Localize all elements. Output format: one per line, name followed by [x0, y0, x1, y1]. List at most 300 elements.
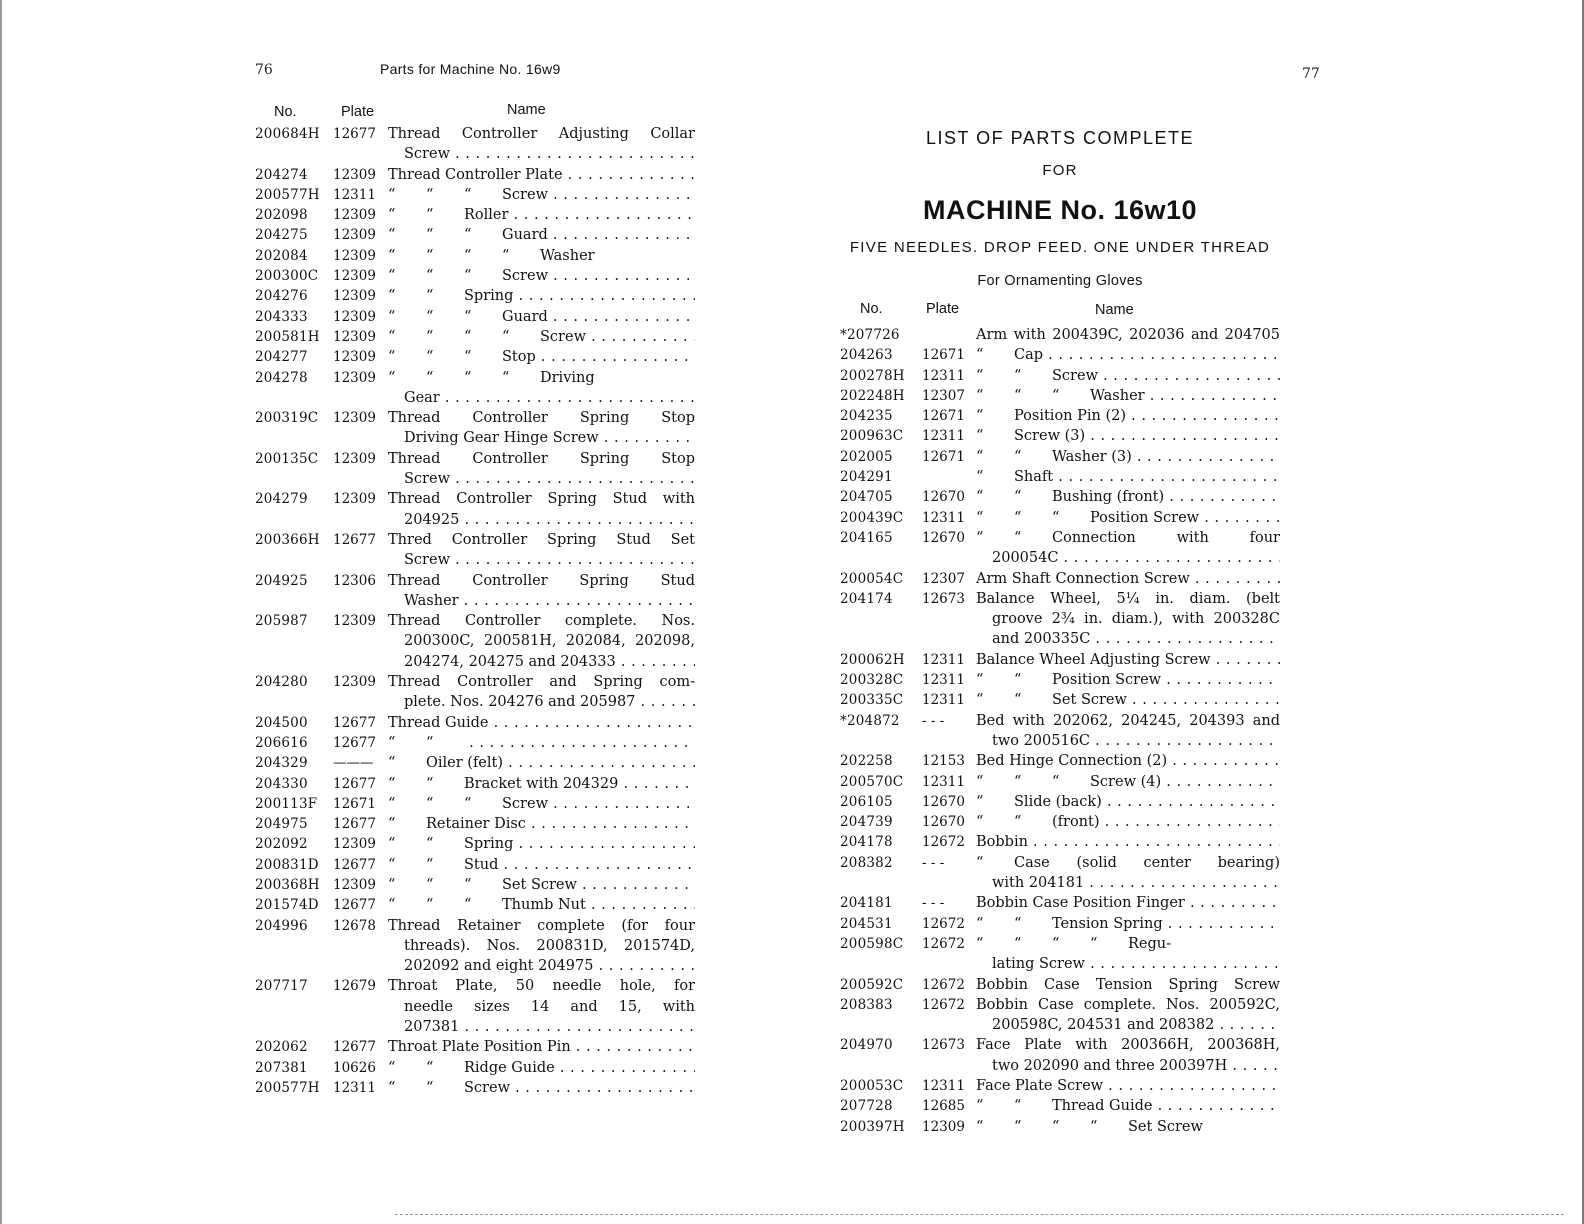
part-number: 204174: [840, 590, 893, 607]
plate-number: 12309: [333, 369, 376, 386]
ditto-mark: “: [464, 876, 472, 893]
ditto-mark: “: [1014, 489, 1022, 506]
ditto-mark: “: [1014, 935, 1022, 952]
part-row: [255, 205, 695, 225]
part-number: 204739: [840, 814, 893, 831]
part-name-line: [388, 266, 695, 286]
part-name-text: Washer: [540, 247, 595, 264]
part-name: [388, 611, 695, 672]
part-row: [840, 711, 1280, 752]
part-row: [840, 406, 1280, 426]
parts-table: [840, 325, 1280, 1137]
part-name-line: [976, 406, 1280, 426]
plate-number: 12672: [922, 976, 965, 993]
part-name-line: [388, 631, 695, 651]
plate-number: 12677: [333, 775, 376, 792]
part-name-line: [976, 548, 1280, 568]
plate-number: 12671: [333, 795, 376, 812]
part-number: 204280: [255, 674, 308, 691]
part-name-text: Case (solid center bearing): [1014, 854, 1280, 871]
part-name: [388, 266, 695, 286]
ditto-mark: “: [976, 367, 984, 384]
part-name-line: [388, 976, 695, 996]
plate-number: 12670: [922, 814, 965, 831]
ditto-mark: “: [426, 288, 434, 305]
part-name-text: Screw . . .: [404, 146, 695, 162]
part-name-text: Screw . . .: [502, 187, 695, 203]
part-number: 202084: [255, 247, 308, 264]
part-number: 204178: [840, 834, 893, 851]
part-number: 200570C: [840, 773, 904, 790]
part-name: [976, 893, 1280, 913]
part-name-text: Arm with 200439C, 202036 and 204705: [976, 327, 1280, 343]
part-name-text: Stud . . .: [464, 857, 695, 873]
ditto-mark: “: [976, 793, 984, 810]
part-row: [840, 508, 1280, 528]
part-number: *204872: [840, 712, 900, 729]
part-name: [976, 711, 1280, 752]
part-name-text: Washer (3) . . .: [1052, 449, 1280, 465]
title-line-2: FOR: [1042, 162, 1078, 179]
part-row: [840, 751, 1280, 771]
ditto-mark: “: [388, 836, 396, 853]
part-name-text: Thread Controller Spring Stop: [388, 450, 695, 467]
part-name: [976, 406, 1280, 426]
part-name-text: Bobbin Case Position Finger . . .: [976, 895, 1280, 911]
ditto-mark: “: [1014, 692, 1022, 709]
part-row: [255, 124, 695, 165]
part-row: [255, 347, 695, 367]
plate-number: 12685: [922, 1098, 965, 1115]
ditto-mark: “: [388, 897, 396, 914]
part-name-line: [976, 629, 1280, 649]
part-name-line: [388, 327, 695, 347]
plate-number: 12670: [922, 489, 965, 506]
part-name-text: Position Screw . . .: [1090, 510, 1280, 526]
part-row: [840, 670, 1280, 690]
part-name-text: Thumb Nut . . .: [502, 897, 695, 913]
part-row: [840, 366, 1280, 386]
part-number: 204531: [840, 915, 893, 932]
part-name-text: plete. Nos. 204276 and 205987 . . .: [404, 694, 695, 710]
part-name: [388, 307, 695, 327]
part-name-text: 207381 . . .: [404, 1019, 695, 1035]
ditto-mark: “: [1014, 367, 1022, 384]
part-name-line: [976, 1076, 1280, 1096]
part-row: [255, 571, 695, 612]
part-name: [388, 895, 695, 915]
part-row: [255, 895, 695, 915]
plate-number: 12673: [922, 590, 965, 607]
part-name-text: Thread Retainer complete (for four: [388, 917, 695, 934]
part-name-text: Thread Guide . . .: [388, 715, 695, 731]
part-name-line: [976, 426, 1280, 446]
column-header-name: Name: [507, 102, 546, 118]
part-name-text: Bobbin . . .: [976, 834, 1280, 850]
part-row: [840, 589, 1280, 650]
machine-purpose: For Ornamenting Gloves: [977, 273, 1143, 289]
ditto-mark: “: [388, 308, 396, 325]
part-name-text: Set Screw . . .: [502, 877, 695, 893]
ditto-mark: “: [388, 856, 396, 873]
part-name-text: Balance Wheel, 5¼ in. diam. (belt: [976, 590, 1280, 607]
ditto-mark: “: [464, 268, 472, 285]
part-number: 204274: [255, 166, 308, 183]
part-name-line: [388, 571, 695, 591]
right-page: [840, 0, 1320, 1224]
part-number: 202005: [840, 448, 893, 465]
ditto-mark: “: [1014, 529, 1022, 546]
plate-number: ———: [333, 755, 374, 772]
ditto-mark: “: [426, 734, 434, 751]
part-name-line: [976, 528, 1280, 548]
part-name-text: Thread Controller and Spring com-: [388, 674, 695, 691]
part-name-text: Balance Wheel Adjusting Screw . . .: [976, 652, 1280, 668]
part-name-line: [388, 286, 695, 306]
part-name-text: Screw . . .: [502, 796, 695, 812]
part-name: [388, 753, 695, 773]
part-name-line: [388, 550, 695, 570]
plate-number: 12677: [333, 816, 376, 833]
part-row: [255, 165, 695, 185]
part-row: [255, 1078, 695, 1098]
part-number: 200300C: [255, 268, 319, 285]
part-name-text: Guard . . .: [502, 309, 695, 325]
ditto-mark: “: [426, 856, 434, 873]
part-name: [976, 751, 1280, 771]
part-name-text: lating Screw . . .: [992, 956, 1280, 972]
part-name-line: [976, 832, 1280, 852]
parts-table: [255, 124, 695, 1098]
part-name-text: Washer . . .: [404, 593, 695, 609]
ditto-mark: “: [976, 529, 984, 546]
ditto-mark: “: [388, 816, 396, 833]
part-row: [255, 976, 695, 1037]
part-name-line: [976, 1117, 1280, 1137]
ditto-mark: “: [388, 795, 396, 812]
part-number: 200397H: [840, 1118, 905, 1135]
ditto-mark: “: [426, 369, 434, 386]
part-name-text: 204925 . . .: [404, 512, 695, 528]
part-name-text: Retainer Disc . . .: [426, 816, 695, 832]
plate-number: 12677: [333, 856, 376, 873]
ditto-mark: “: [1090, 935, 1098, 952]
part-name-text: Guard . . .: [502, 227, 695, 243]
plate-number: 12311: [333, 186, 376, 203]
part-row: [255, 672, 695, 713]
part-name-line: [976, 772, 1280, 792]
part-name: [388, 733, 695, 753]
plate-number: - - -: [922, 854, 945, 871]
part-name: [388, 774, 695, 794]
part-number: 201574D: [255, 897, 319, 914]
page-number: 77: [1302, 66, 1320, 82]
ditto-mark: “: [1014, 387, 1022, 404]
part-name-text: Position Pin (2) . . .: [1014, 408, 1280, 424]
part-name-text: with 204181 . . .: [992, 875, 1280, 891]
part-row: [840, 792, 1280, 812]
part-name-line: [388, 449, 695, 469]
part-name-text: Driving: [540, 369, 595, 386]
part-number: 204705: [840, 489, 893, 506]
part-name-line: [976, 325, 1280, 345]
part-row: [255, 1037, 695, 1057]
part-name-text: Tension Spring . . .: [1052, 916, 1280, 932]
ditto-mark: “: [464, 308, 472, 325]
part-row: [840, 893, 1280, 913]
part-number: 204996: [255, 917, 308, 934]
ditto-mark: “: [464, 328, 472, 345]
ditto-mark: “: [426, 247, 434, 264]
part-name-line: [976, 954, 1280, 974]
ditto-mark: “: [388, 288, 396, 305]
ditto-mark: “: [976, 347, 984, 364]
part-row: [840, 832, 1280, 852]
part-name-text: Thread Controller Spring Stop: [388, 410, 695, 427]
part-name-text: Thread Controller Adjusting Collar: [388, 126, 695, 142]
part-name: [388, 814, 695, 834]
column-header-plate: Plate: [926, 301, 960, 317]
ditto-mark: “: [388, 268, 396, 285]
part-name-text: Spring . . .: [464, 288, 695, 304]
part-name: [976, 650, 1280, 670]
part-row: [255, 327, 695, 347]
plate-number: 12309: [333, 247, 376, 264]
part-row: [840, 447, 1280, 467]
ditto-mark: “: [1014, 915, 1022, 932]
part-row: [255, 1058, 695, 1078]
part-number: 204330: [255, 775, 308, 792]
ditto-mark: “: [976, 408, 984, 425]
part-number: 204181: [840, 895, 893, 912]
part-row: [840, 325, 1280, 345]
part-name-text: Oiler (felt) . . .: [426, 755, 695, 771]
ditto-mark: “: [388, 876, 396, 893]
part-number: *207726: [840, 327, 900, 343]
part-name-line: [388, 428, 695, 448]
part-number: 200054C: [840, 570, 904, 587]
part-number: 204975: [255, 816, 308, 833]
part-name-line: [976, 386, 1280, 406]
part-number: 207381: [255, 1059, 308, 1076]
part-name: [388, 855, 695, 875]
plate-number: 12677: [333, 714, 376, 731]
ditto-mark: “: [1014, 1118, 1022, 1135]
plate-number: 12309: [333, 491, 376, 508]
machine-subtitle: FIVE NEEDLES. DROP FEED. ONE UNDER THREAD: [849, 239, 1271, 256]
plate-number: 12679: [333, 978, 376, 995]
part-name-line: [388, 753, 695, 773]
part-number: 200062H: [840, 651, 905, 668]
part-number: 207728: [840, 1098, 893, 1115]
part-name-line: [388, 307, 695, 327]
part-name-text: Throat Plate, 50 needle hole, for: [388, 978, 695, 995]
ditto-mark: “: [388, 1079, 396, 1096]
part-number: 200319C: [255, 410, 319, 427]
ditto-mark: “: [1014, 672, 1022, 689]
plate-number: 12309: [333, 674, 376, 691]
part-name-text: Cap . . .: [1014, 347, 1280, 363]
part-name-text: Screw . . .: [540, 329, 695, 345]
part-number: 204500: [255, 714, 308, 731]
part-name-text: Bed Hinge Connection (2) . . .: [976, 753, 1280, 769]
part-number: 204275: [255, 227, 308, 244]
plate-number: 12671: [922, 408, 965, 425]
part-name: [388, 327, 695, 347]
plate-number: 12309: [333, 410, 376, 427]
ditto-mark: “: [1052, 935, 1060, 952]
ditto-mark: “: [464, 247, 472, 264]
part-name-line: [388, 408, 695, 428]
ditto-mark: “: [976, 854, 984, 871]
part-name-line: [976, 975, 1280, 995]
part-number: 204333: [255, 308, 308, 325]
ditto-mark: “: [1052, 509, 1060, 526]
ditto-mark: “: [1014, 448, 1022, 465]
part-name-text: Thread Controller Spring Stud with: [388, 491, 695, 508]
part-name-line: [388, 530, 695, 550]
part-row: [255, 185, 695, 205]
left-page: [255, 0, 695, 1224]
part-name-line: [976, 914, 1280, 934]
ditto-mark: “: [502, 328, 510, 345]
part-name-text: Face Plate with 200366H, 200368H,: [976, 1037, 1280, 1054]
ditto-mark: “: [426, 349, 434, 366]
plate-number: 12672: [922, 834, 965, 851]
part-number: 200592C: [840, 976, 904, 993]
part-name-text: Thread Guide . . .: [1052, 1098, 1280, 1114]
part-name: [976, 589, 1280, 650]
part-row: [840, 345, 1280, 365]
part-name-line: [976, 995, 1280, 1015]
part-name-line: [388, 794, 695, 814]
part-number: 204235: [840, 408, 893, 425]
part-number: 205987: [255, 613, 308, 630]
part-row: [840, 690, 1280, 710]
column-header-no: No.: [860, 301, 883, 317]
ditto-mark: “: [426, 328, 434, 345]
part-name: [388, 713, 695, 733]
part-name-text: Roller . . .: [464, 207, 695, 223]
part-name: [976, 426, 1280, 446]
part-name-line: [976, 853, 1280, 873]
part-number: 200577H: [255, 1079, 320, 1096]
plate-number: 10626: [333, 1059, 376, 1076]
part-name-text: and 200335C . . .: [992, 631, 1280, 647]
plate-number: 12670: [922, 793, 965, 810]
part-name-line: [976, 1096, 1280, 1116]
column-header-name: Name: [1095, 302, 1134, 318]
part-name-line: [976, 1056, 1280, 1076]
plate-number: 12306: [333, 572, 376, 589]
part-name-text: Bobbin Case Tension Spring Screw: [976, 976, 1280, 993]
plate-number: 12671: [922, 448, 965, 465]
part-name-text: two 200516C . . .: [992, 733, 1280, 749]
ditto-mark: “: [976, 814, 984, 831]
part-number: 200113F: [255, 795, 318, 812]
plate-number: 12309: [333, 268, 376, 285]
part-number: 200684H: [255, 126, 320, 142]
part-name: [976, 366, 1280, 386]
part-row: [840, 528, 1280, 569]
part-name-line: [388, 672, 695, 692]
part-number: 202062: [255, 1039, 308, 1056]
part-row: [840, 569, 1280, 589]
part-name-text: 202092 and eight 204975 . . .: [404, 958, 695, 974]
part-name-line: [976, 1035, 1280, 1055]
part-name-text: 204274, 204275 and 204333 . . .: [404, 654, 695, 670]
part-name-line: [388, 936, 695, 956]
part-name-line: [976, 873, 1280, 893]
ditto-mark: “: [464, 227, 472, 244]
part-number: 204276: [255, 288, 308, 305]
part-name-line: [388, 347, 695, 367]
part-name-line: [976, 609, 1280, 629]
part-name-line: [388, 591, 695, 611]
part-name: [976, 345, 1280, 365]
part-name-text: Set Screw: [1128, 1118, 1203, 1135]
plate-number: 12672: [922, 915, 965, 932]
part-number: 206105: [840, 793, 893, 810]
part-name-text: two 202090 and three 200397H . . .: [992, 1058, 1280, 1074]
part-name-text: needle sizes 14 and 15, with: [404, 998, 695, 1015]
part-name-line: [976, 467, 1280, 487]
ditto-mark: “: [976, 773, 984, 790]
ditto-mark: “: [426, 227, 434, 244]
part-name-text: Gear . . .: [404, 390, 695, 406]
ditto-mark: “: [426, 207, 434, 224]
part-name-line: [976, 751, 1280, 771]
part-number: 202098: [255, 207, 308, 224]
plate-number: 12153: [922, 753, 965, 770]
ditto-mark: “: [426, 268, 434, 285]
part-name-line: [976, 650, 1280, 670]
part-name-text: Screw . . .: [404, 471, 695, 487]
part-number: 204291: [840, 469, 893, 486]
part-name-line: [388, 713, 695, 733]
plate-number: 12677: [333, 126, 376, 142]
ditto-mark: “: [464, 795, 472, 812]
plate-number: 12309: [333, 613, 376, 630]
ditto-mark: “: [1014, 773, 1022, 790]
part-name: [976, 914, 1280, 934]
plate-number: 12311: [922, 509, 965, 526]
part-row: [840, 467, 1280, 487]
part-name-text: 200598C, 204531 and 208382 . . .: [992, 1017, 1280, 1033]
part-number: 200831D: [255, 856, 319, 873]
part-name: [976, 487, 1280, 507]
part-number: 206616: [255, 734, 308, 751]
part-row: [255, 794, 695, 814]
part-name-line: [976, 690, 1280, 710]
part-name-line: [388, 510, 695, 530]
part-name: [388, 205, 695, 225]
part-name-text: groove 2¾ in. diam.), with 200328C: [992, 611, 1280, 628]
part-name: [976, 1035, 1280, 1076]
part-name-line: [388, 1017, 695, 1037]
part-name: [976, 772, 1280, 792]
part-name-line: [388, 246, 695, 266]
ditto-mark: “: [976, 448, 984, 465]
part-name-line: [388, 388, 695, 408]
part-row: [840, 812, 1280, 832]
part-name-text: Bed with 202062, 204245, 204393 and: [976, 712, 1280, 729]
part-name: [976, 670, 1280, 690]
column-header-plate: Plate: [341, 104, 375, 120]
part-name: [388, 449, 695, 490]
ditto-mark: “: [388, 1059, 396, 1076]
ditto-mark: “: [976, 935, 984, 952]
